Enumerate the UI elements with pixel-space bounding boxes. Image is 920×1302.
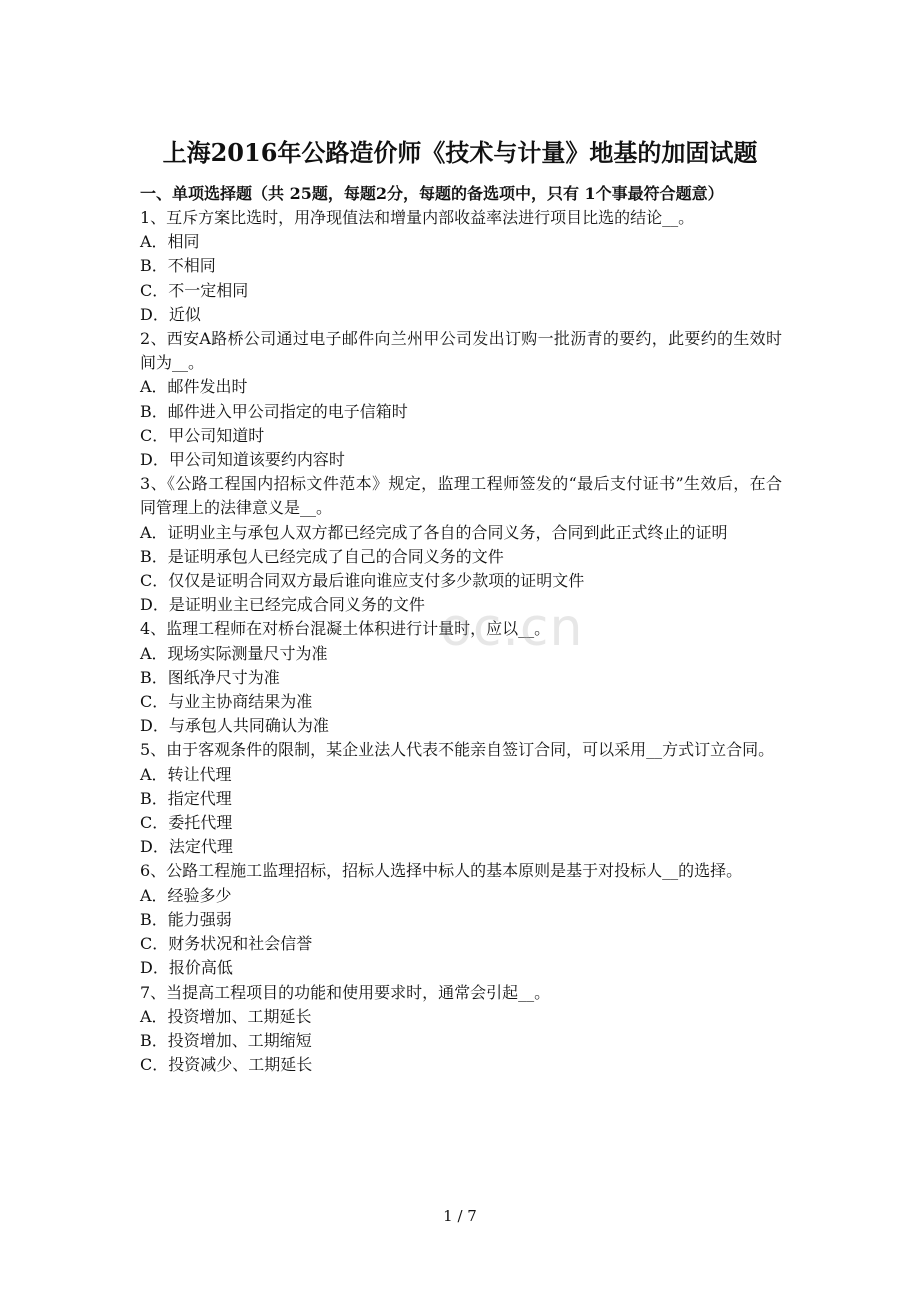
- question-4: [140, 617, 782, 738]
- option-a: A．证明业主与承包人双方都已经完成了各自的合同义务，合同到此正式终止的证明: [140, 522, 728, 542]
- option-c: C．甲公司知道时: [140, 425, 265, 445]
- section-heading: 一、单项选择题（共 25题，每题2分，每题的备选项中，只有 1个事最符合题意）: [140, 184, 724, 203]
- question-stem: 4、监理工程师在对桥台混凝土体积进行计量时，应以__。: [140, 619, 551, 639]
- option-a: A．经验多少: [140, 885, 232, 905]
- option-c: C．仅仅是证明合同双方最后谁向谁应支付多少款项的证明文件: [140, 571, 585, 591]
- option-d: D．是证明业主已经完成合同义务的文件: [140, 595, 425, 615]
- option-b: B．是证明承包人已经完成了自己的合同义务的文件: [140, 546, 504, 566]
- question-stem: 7、当提高工程项目的功能和使用要求时，通常会引起__。: [140, 982, 551, 1002]
- question-stem: 6、公路工程施工监理招标，招标人选择中标人的基本原则是基于对投标人__的选择。: [140, 861, 743, 881]
- question-6: [140, 859, 782, 980]
- option-c: C．不一定相同: [140, 280, 249, 300]
- question-5: [140, 738, 782, 859]
- question-stem: 1、互斥方案比选时，用净现值法和增量内部收益率法进行项目比选的结论__。: [140, 208, 695, 227]
- option-c: C．委托代理: [140, 813, 233, 833]
- option-c: C．财务状况和社会信誉: [140, 934, 313, 954]
- question-stem: 5、由于客观条件的限制，某企业法人代表不能亲自签订合同，可以采用__方式订立合同。: [140, 740, 775, 760]
- option-a: A．现场实际测量尺寸为准: [140, 643, 328, 663]
- question-7: [140, 981, 782, 1078]
- option-d: D．法定代理: [140, 837, 233, 857]
- question-2: [140, 327, 782, 472]
- document-body: [140, 182, 782, 1077]
- option-b: B．投资增加、工期缩短: [140, 1030, 312, 1050]
- page-title: 上海2016年公路造价师《技术与计量》地基的加固试题: [162, 138, 758, 167]
- option-b: B．不相同: [140, 256, 216, 276]
- option-b: B．邮件进入甲公司指定的电子信箱时: [140, 401, 408, 421]
- question-1: [140, 206, 782, 327]
- page-number: 1 / 7: [443, 1207, 477, 1225]
- option-b: B．图纸净尺寸为准: [140, 667, 280, 687]
- option-a: A．相同: [140, 232, 200, 252]
- option-a: A．邮件发出时: [140, 377, 248, 397]
- question-stem: 2、西安A路桥公司通过电子邮件向兰州甲公司发出订购一批沥青的要约，此要约的生效时间为__。: [140, 329, 782, 373]
- question-3: [140, 472, 782, 617]
- option-b: B．能力强弱: [140, 909, 232, 929]
- option-c: C．与业主协商结果为准: [140, 692, 313, 712]
- option-a: A．投资增加、工期延长: [140, 1006, 312, 1026]
- option-d: D．近似: [140, 304, 201, 324]
- option-b: B．指定代理: [140, 788, 232, 808]
- watermark-text: oc.cn: [440, 598, 584, 658]
- option-d: D．与承包人共同确认为准: [140, 716, 329, 736]
- option-d: D．报价高低: [140, 958, 233, 978]
- option-a: A．转让代理: [140, 764, 232, 784]
- option-d: D．甲公司知道该要约内容时: [140, 450, 345, 470]
- question-stem: 3、《公路工程国内招标文件范本》规定，监理工程师签发的“最后支付证书”生效后，在合同管理上的法律意义是__。: [140, 474, 782, 518]
- option-c: C．投资减少、工期延长: [140, 1055, 313, 1075]
